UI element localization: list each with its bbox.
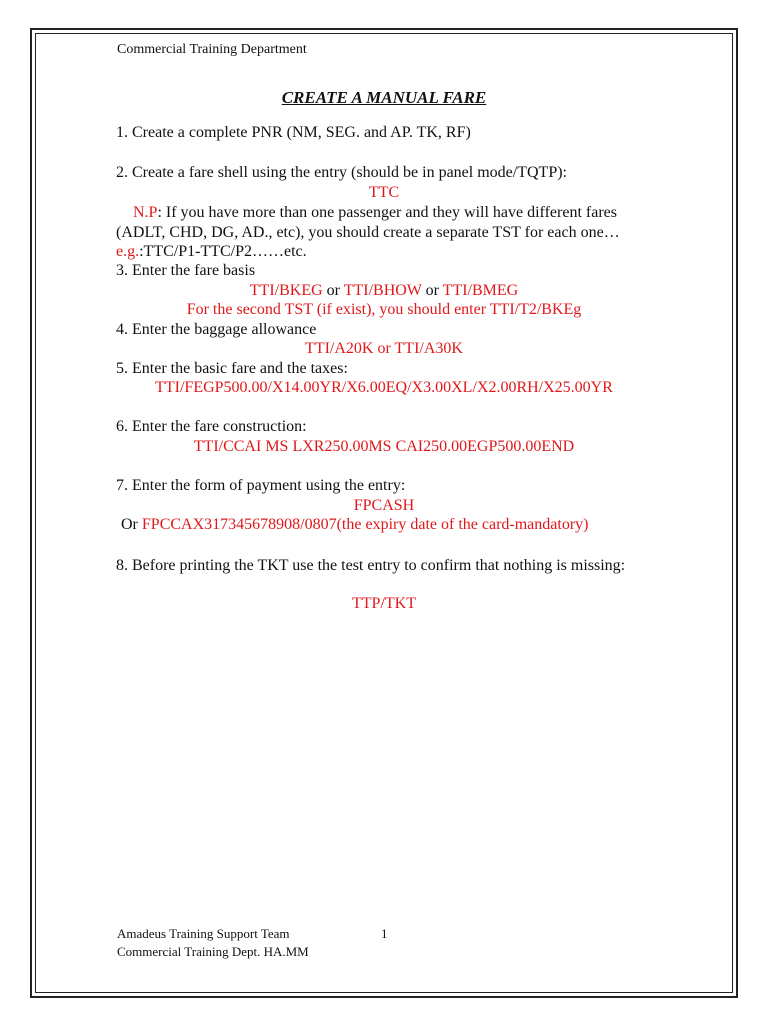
step-2-note (116, 203, 656, 262)
step-7-text: 7. Enter the form of payment using the entry: (116, 477, 406, 494)
page-title: CREATE A MANUAL FARE (281, 88, 487, 107)
fare-basis-entry-3: TTI/BMEG (442, 282, 519, 299)
step-8-text: 8. Before printing the TKT use the test entry to confirm that nothing is missing: (116, 557, 626, 574)
step-3-second-tst: For the second TST (if exist), you should enter TTI/T2/BKEg (186, 301, 582, 318)
step-5-text: 5. Enter the basic fare and the taxes: (116, 360, 348, 377)
or-text-1: or (322, 282, 344, 299)
footer-dept: Commercial Training Dept. HA.MM (117, 944, 309, 959)
page-number: 1 (381, 926, 388, 941)
note-text-2: :TTC/P1-TTC/P2……etc. (139, 243, 307, 260)
step-4-text: 4. Enter the baggage allowance (116, 321, 317, 338)
step-4-entry: TTI/A20K or TTI/A30K (305, 340, 463, 357)
step-6-text: 6. Enter the fare construction: (116, 418, 307, 435)
or-text-2: or (421, 282, 443, 299)
step-7-alt (121, 516, 588, 534)
step-5-entry: TTI/FEGP500.00/X14.00YR/X6.00EQ/X3.00XL/X2.00RH/X25.00YR (155, 379, 613, 396)
step-7-entry: FPCASH (353, 497, 415, 514)
step-6-entry: TTI/CCAI MS LXR250.00MS CAI250.00EGP500.00END (193, 438, 575, 455)
note-eg: e.g. (116, 243, 140, 260)
note-label: N.P (133, 204, 158, 221)
footer-team: Amadeus Training Support Team (117, 926, 290, 941)
step-3-entries (0, 282, 768, 300)
step-3-text: 3. Enter the fare basis (116, 262, 256, 279)
step-2-entry: TTC (368, 184, 400, 201)
page-header: Commercial Training Department (117, 42, 307, 57)
step-7-alt-entry: FPCCAX317345678908/0807(the expiry date of the card-mandatory) (141, 516, 589, 533)
fare-basis-entry-1: TTI/BKEG (249, 282, 323, 299)
or-label: Or (121, 516, 142, 533)
step-1: 1. Create a complete PNR (NM, SEG. and AP. TK, RF) (116, 124, 471, 141)
step-8-entry: TTP/TKT (352, 595, 416, 612)
note-text-1: : If you have more than one passenger and they will have different fares (ADLT, CHD, DG, AD., etc), you should create a separate TST for each one… (116, 204, 620, 241)
step-2-text: 2. Create a fare shell using the entry (should be in panel mode/TQTP): (116, 164, 567, 181)
fare-basis-entry-2: TTI/BHOW (343, 282, 422, 299)
